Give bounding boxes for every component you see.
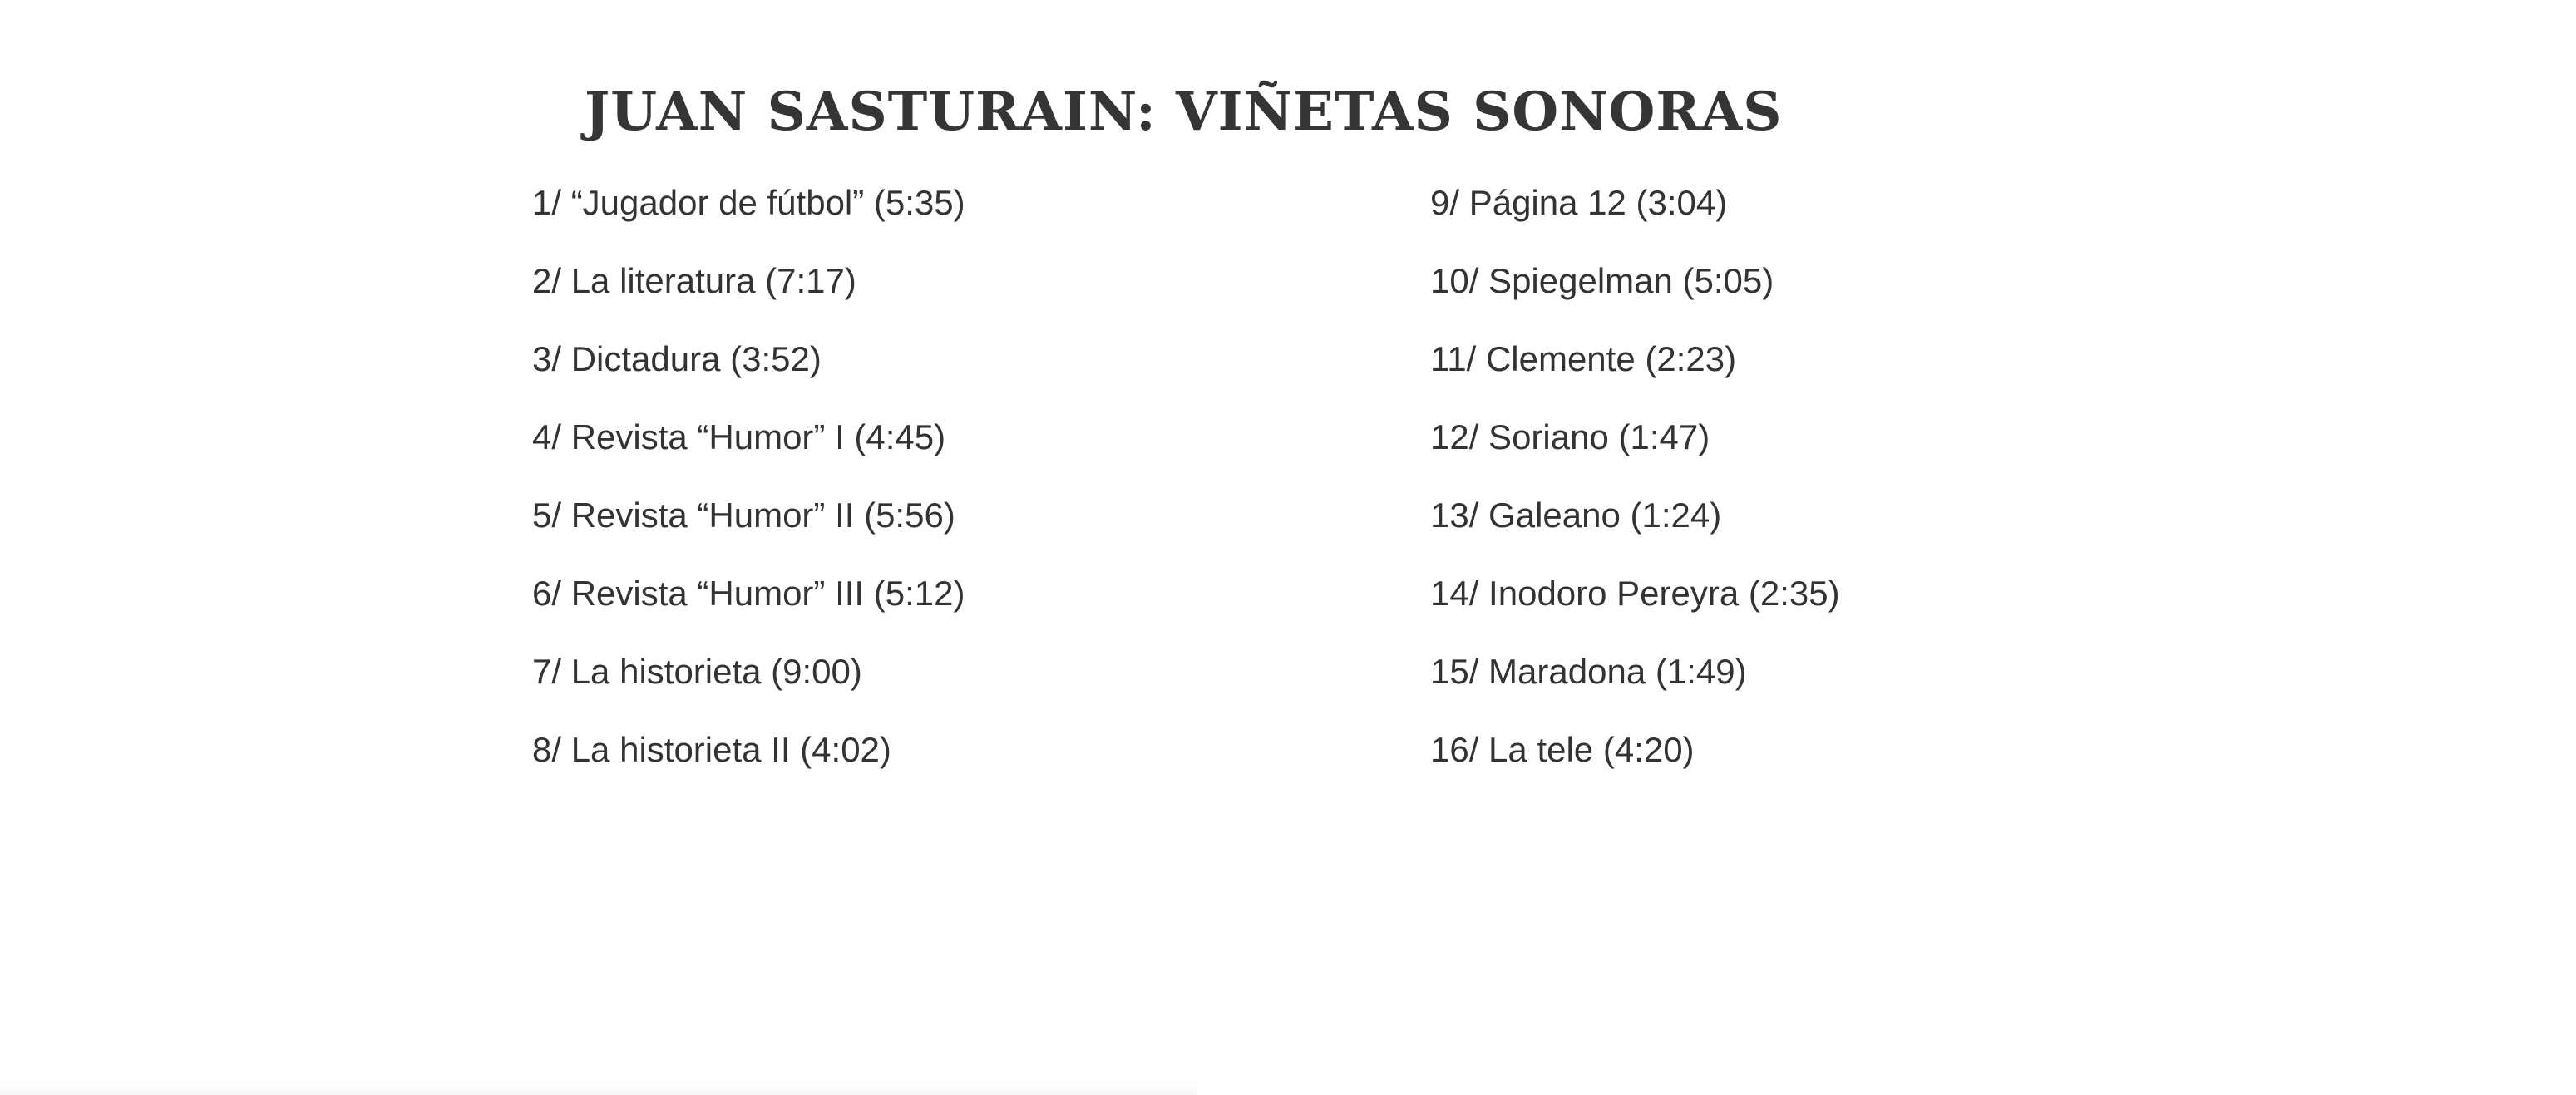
track-item[interactable]: 7/ La historieta (9:00) xyxy=(532,652,862,691)
track-item[interactable]: 11/ Clemente (2:23) xyxy=(1430,339,1737,378)
track-item[interactable]: 3/ Dictadura (3:52) xyxy=(532,339,822,378)
track-list-left xyxy=(532,178,965,803)
track-item[interactable]: 14/ Inodoro Pereyra (2:35) xyxy=(1430,574,1840,613)
track-item[interactable]: 1/ “Jugador de fútbol” (5:35) xyxy=(532,183,965,222)
track-item[interactable]: 6/ Revista “Humor” III (5:12) xyxy=(532,574,965,613)
track-item[interactable]: 12/ Soriano (1:47) xyxy=(1430,417,1710,456)
track-item[interactable]: 10/ Spiegelman (5:05) xyxy=(1430,261,1774,300)
track-item[interactable]: 2/ La literatura (7:17) xyxy=(532,261,856,300)
track-item[interactable]: 9/ Página 12 (3:04) xyxy=(1430,183,1728,222)
track-item[interactable]: 8/ La historieta II (4:02) xyxy=(532,730,891,769)
track-item[interactable]: 4/ Revista “Humor” I (4:45) xyxy=(532,417,946,456)
track-item[interactable]: 13/ Galeano (1:24) xyxy=(1430,496,1722,535)
bottom-shade xyxy=(0,1078,1197,1095)
page-title: JUAN SASTURAIN: VIÑETAS SONORAS xyxy=(585,81,1783,143)
track-item[interactable]: 15/ Maradona (1:49) xyxy=(1430,652,1747,691)
track-item[interactable]: 5/ Revista “Humor” II (5:56) xyxy=(532,496,955,535)
track-list-right xyxy=(1430,178,1840,803)
track-item[interactable]: 16/ La tele (4:20) xyxy=(1430,730,1695,769)
